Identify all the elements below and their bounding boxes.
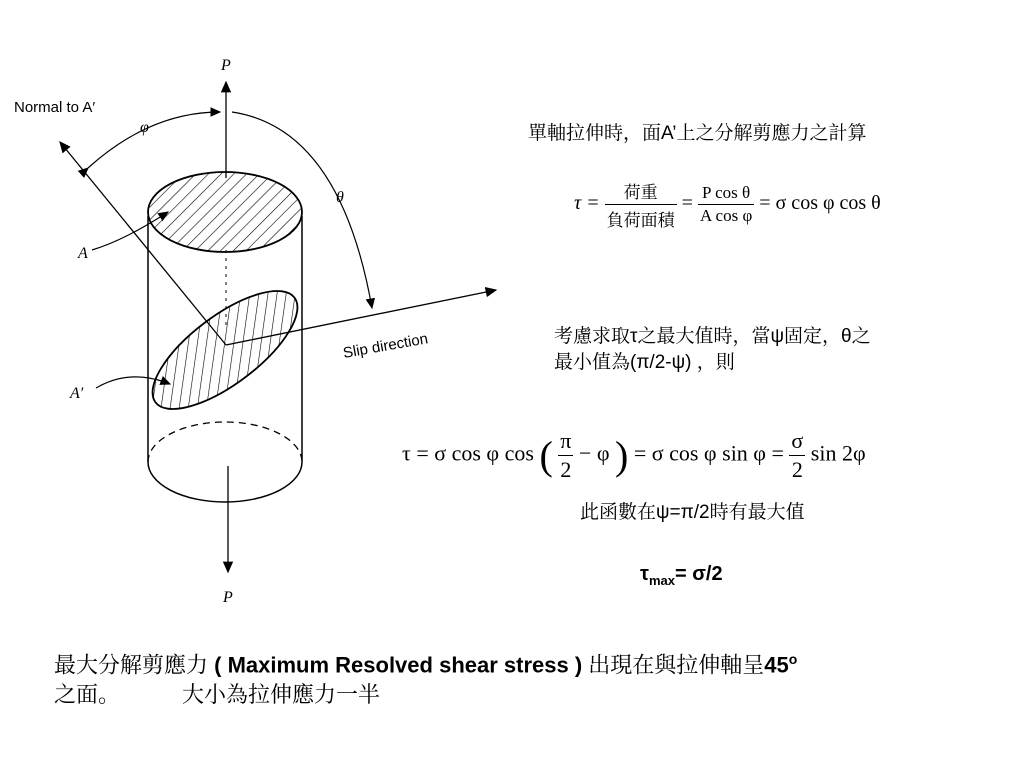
label-normal: Normal to A′ <box>14 99 96 116</box>
label-slip-direction: Slip direction <box>341 330 430 362</box>
formula1-frac1-den: 負荷面積 <box>606 211 675 231</box>
bottom-face-front <box>148 462 302 502</box>
conclusion-cjk-2: 出現在與拉伸軸呈 <box>588 652 765 678</box>
bottom-face-back <box>148 422 302 462</box>
formula2-sig-num: σ <box>789 428 805 456</box>
formula1-frac2-den: A cos φ <box>699 206 753 225</box>
label-a-prime: A′ <box>70 385 84 402</box>
formula-max-shear <box>402 428 866 483</box>
conclusion-line-1 <box>54 644 1014 680</box>
formula1-lhs: τ = <box>574 192 600 215</box>
formula2-sig-den: 2 <box>791 457 803 482</box>
conclusion-english: ( Maximum Resolved shear stress ) <box>208 652 589 678</box>
formula2-part1: τ = σ cos φ cos <box>402 440 534 466</box>
formula1-frac-load <box>605 178 677 231</box>
conclusion-cjk-1: 最大分解剪應力 <box>54 652 209 678</box>
formula2-pi-num: π <box>558 428 573 456</box>
tau-max-subscript: max <box>648 573 675 588</box>
formula2-paren-open: ( <box>539 433 553 478</box>
label-p-bottom: P <box>223 589 233 606</box>
note-line-1: 考慮求取τ之最大值時，當ψ固定，θ之 <box>554 326 871 347</box>
label-phi: φ <box>140 119 149 136</box>
formula2-paren-close: ) <box>615 433 629 478</box>
conclusion-line-2 <box>54 680 1014 710</box>
conclusion-line2-a: 之面。 <box>54 682 121 708</box>
formula2-pi-den: 2 <box>560 457 572 482</box>
label-theta: θ <box>336 189 344 206</box>
formula1-frac-p-a <box>698 183 754 226</box>
conclusion-text <box>54 644 1014 710</box>
note-line-2: 最小值為(π/2-ψ) ，則 <box>554 352 735 373</box>
formula1-frac2-num: P cos θ <box>698 183 754 205</box>
conclusion-degree-sup: o <box>788 651 798 667</box>
tau-max-expression <box>640 563 723 588</box>
formula-resolved-shear <box>574 178 881 231</box>
label-a: A <box>78 245 88 262</box>
formula2-pi-frac <box>558 428 573 483</box>
slip-plane-a-prime <box>135 270 315 429</box>
formula1-frac1-num: 荷重 <box>605 178 677 205</box>
page-heading: 單軸拉伸時，面A’上之分解剪應力之計算 <box>528 123 867 144</box>
max-value-note: 此函數在ψ=π/2時有最大值 <box>580 502 805 523</box>
top-face <box>148 172 302 252</box>
formula1-eq: = <box>681 192 693 215</box>
formula2-sigma-frac <box>789 428 805 483</box>
max-condition-note <box>554 324 871 376</box>
conclusion-degree: 45 <box>764 652 789 678</box>
formula2-part3: sin 2φ <box>810 440 866 466</box>
label-p-top: P <box>221 57 231 74</box>
phi-arc <box>88 112 220 168</box>
slip-system-diagram <box>0 40 500 620</box>
formula1-rhs: = σ cos φ cos θ <box>759 192 881 215</box>
tau-max-value: = σ/2 <box>674 563 723 585</box>
formula2-minus-phi: − φ <box>578 440 610 466</box>
formula2-part2: = σ cos φ sin φ = <box>633 440 784 466</box>
conclusion-line2-b: 大小為拉伸應力一半 <box>182 682 381 708</box>
tau-symbol: τ <box>640 563 649 585</box>
